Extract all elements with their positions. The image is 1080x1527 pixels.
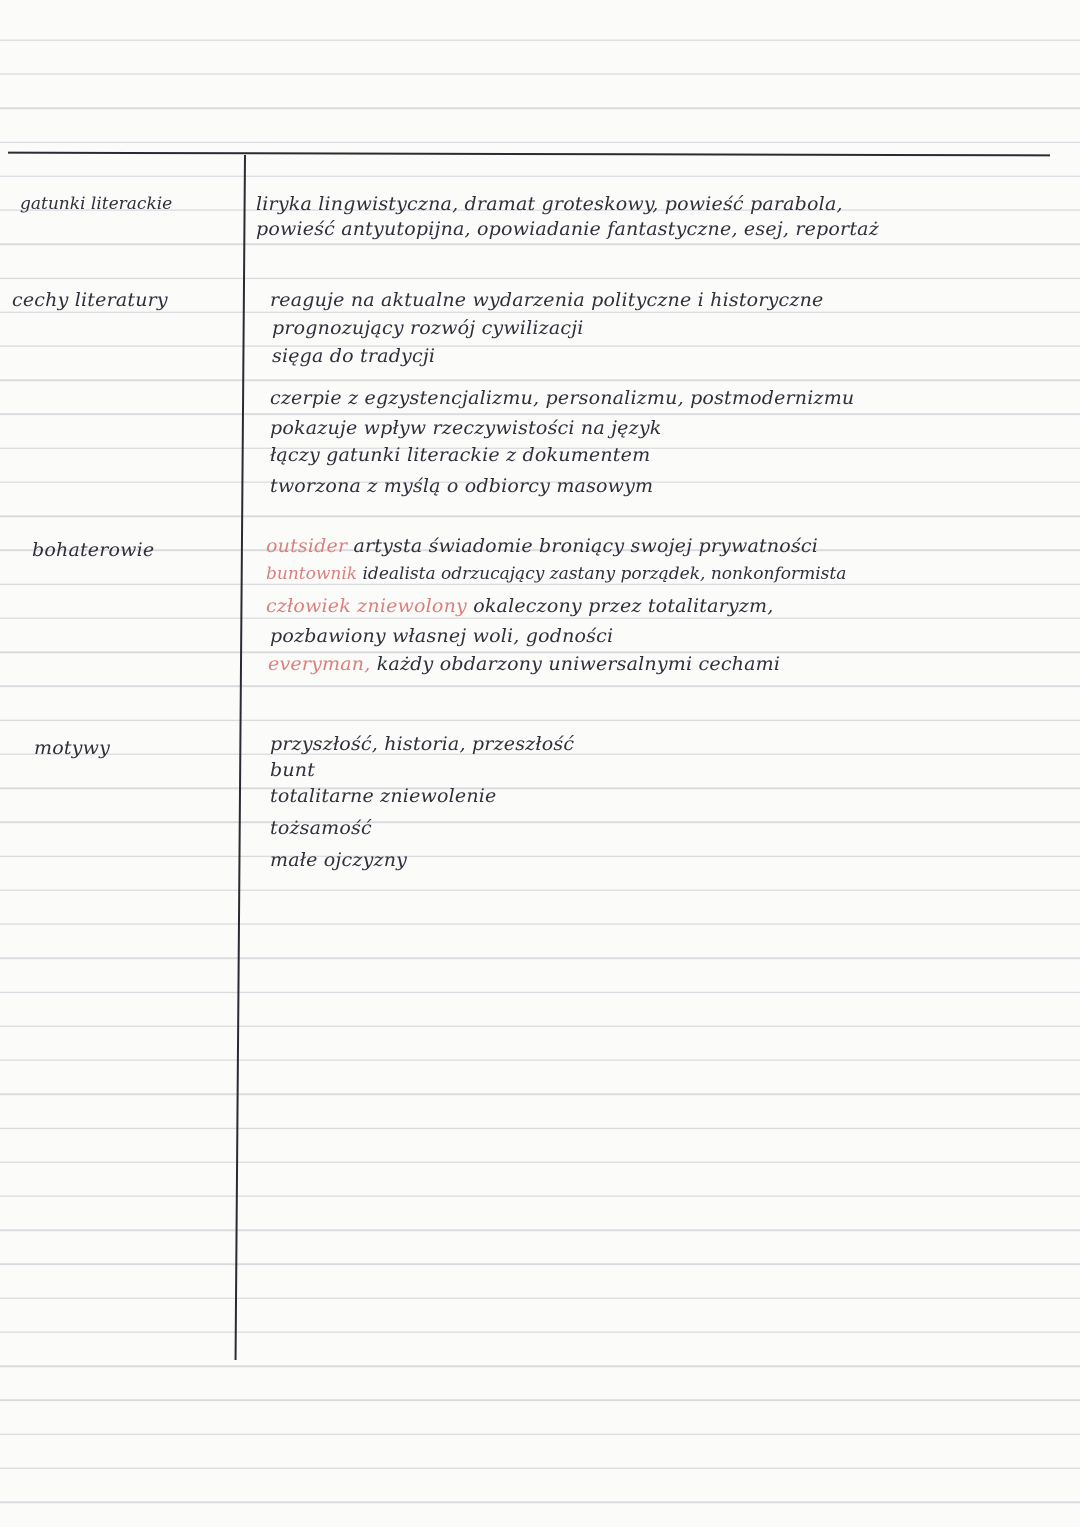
heroes-line [266, 534, 818, 558]
section-label-motifs: motywy [34, 737, 111, 759]
features-line: czerpie z egzystencjalizmu, personalizmu, postmodernizmu [270, 387, 855, 409]
features-line: reaguje na aktualne wydarzenia polityczne i historyczne [270, 289, 824, 311]
features-line: pokazuje wpływ rzeczywistości na język [270, 417, 662, 439]
heroes-line [266, 594, 773, 618]
heroes-line [268, 652, 780, 676]
term-description: idealista odrzucający zastany porządek, nonkonformista [357, 564, 847, 584]
features-line: prognozujący rozwój cywilizacji [272, 317, 584, 339]
features-line: tworzona z myślą o odbiorcy masowym [270, 475, 654, 497]
heroes-line: pozbawiony własnej woli, godności [270, 625, 614, 647]
term-description: okaleczony przez totalitaryzm, [466, 595, 774, 617]
table-top-line [8, 152, 1050, 157]
features-line: łączy gatunki literackie z dokumentem [270, 444, 651, 466]
motifs-line: tożsamość [270, 817, 372, 839]
term-description: każdy obdarzony uniwersalnymi cechami [370, 653, 781, 675]
term-description: artysta świadomie broniący swojej prywatności [347, 535, 819, 557]
features-line: sięga do tradycji [272, 345, 436, 367]
section-label-genres: gatunki literackie [20, 194, 173, 214]
term-highlight: everyman, [268, 653, 371, 675]
genres-line: liryka lingwistyczna, dramat groteskowy, powieść parabola, [256, 193, 843, 215]
motifs-line: przyszłość, historia, przeszłość [270, 733, 575, 755]
heroes-line [266, 562, 846, 586]
motifs-line: totalitarne zniewolenie [270, 785, 497, 807]
genres-line: powieść antyutopijna, opowiadanie fantastyczne, esej, reportaż [256, 218, 879, 240]
motifs-line: bunt [270, 759, 316, 781]
term-highlight: buntownik [266, 564, 358, 584]
motifs-line: małe ojczyzny [270, 849, 408, 871]
term-highlight: człowiek zniewolony [266, 595, 467, 617]
section-label-heroes: bohaterowie [32, 539, 155, 561]
table-column-divider [235, 155, 246, 1360]
term-highlight: outsider [266, 535, 348, 557]
section-label-features: cechy literatury [12, 289, 168, 311]
